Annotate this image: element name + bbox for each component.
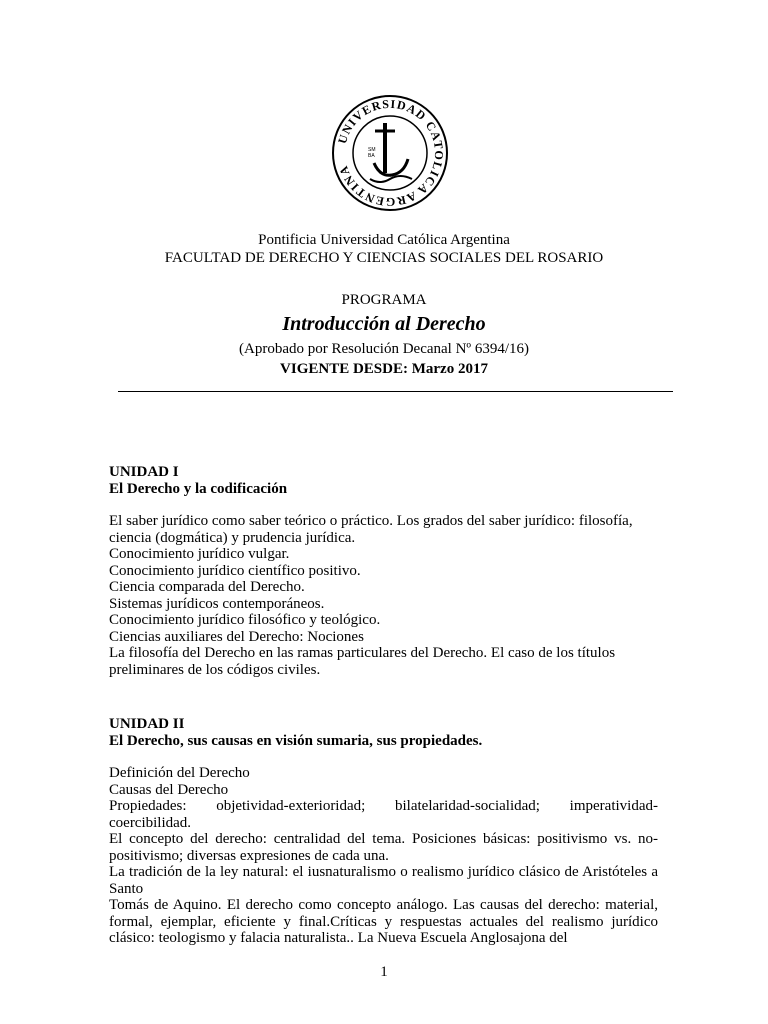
unit-2-properties	[109, 798, 658, 815]
properties-term: bilatelaridad-socialidad;	[395, 798, 540, 814]
properties-term: Propiedades:	[109, 798, 187, 814]
unit-1-line: Conocimiento jurídico científico positivo.	[109, 562, 361, 579]
page-number: 1	[380, 964, 388, 980]
unit-1-line: Conocimiento jurídico vulgar.	[109, 546, 290, 562]
properties-term: imperatividad-	[569, 798, 658, 814]
approval-note: (Aprobado por Resolución Decanal Nº 6394/16)	[239, 341, 529, 357]
unit-1-line: ciencia (dogmática) y prudencia jurídica.	[109, 529, 356, 546]
effective-date: VIGENTE DESDE: Marzo 2017	[280, 361, 488, 377]
unit-2-section	[109, 716, 658, 947]
unit-1-line: Conocimiento jurídico filosófico y teológico.	[109, 612, 381, 628]
course-title: Introducción al Derecho	[282, 313, 486, 335]
unit-2-line: Definición del Derecho	[109, 765, 250, 781]
unit-1-line: preliminares de los códigos civiles.	[109, 661, 321, 678]
unit-1-line: Sistemas jurídicos contemporáneos.	[109, 595, 325, 612]
institution-name: Pontificia Universidad Católica Argentina	[258, 232, 510, 248]
university-seal-logo	[330, 93, 450, 213]
unit-1-line: Ciencias auxiliares del Derecho: Nociones	[109, 628, 364, 645]
unit-2-paragraph-2: Tomás de Aquino. El derecho como concepto análogo. Las causas del derecho: material, formal, ejemplar, eficiente y final.Críticas y respuestas actuales del realismo jurídico clásico: teologismo y falacia naturalista.. La Nueva Escuela Anglosajona del	[109, 897, 658, 946]
unit-1-line: Ciencia comparada del Derecho.	[109, 579, 305, 595]
faculty-name: FACULTAD DE DERECHO Y CIENCIAS SOCIALES DEL ROSARIO	[164, 250, 604, 266]
properties-term: objetividad-exterioridad;	[216, 798, 366, 814]
unit-1-line: La filosofía del Derecho en las ramas particulares del Derecho. El caso de los títulos	[109, 645, 616, 661]
unit-2-paragraph: coercibilidad. El concepto del derecho: centralidad del tema. Posiciones básicas: positivismo vs. no-positivismo; diversas expresiones de cada una. La tradición de la ley natural: el iusnaturalismo o realismo jurídico clásico de Aristóteles a Santo	[109, 814, 658, 897]
unit-2-line: Causas del Derecho	[109, 781, 229, 798]
unit-1-label: UNIDAD I	[109, 464, 179, 480]
svg-text:SM: SM	[368, 147, 376, 153]
unit-1-section	[109, 464, 658, 678]
unit-2-label: UNIDAD II	[109, 716, 185, 732]
svg-text:UNIVERSIDAD CATOLICA ARGENTINA: UNIVERSIDAD CATOLICA ARGENTINA	[335, 96, 447, 210]
unit-1-line: El saber jurídico como saber teórico o práctico. Los grados del saber jurídico: filosofía,	[109, 513, 633, 529]
svg-text:BA: BA	[368, 153, 375, 159]
program-label: PROGRAMA	[341, 292, 427, 308]
unit-1-title: El Derecho y la codificación	[109, 480, 288, 497]
header-divider	[118, 391, 673, 392]
unit-2-title: El Derecho, sus causas en visión sumaria, sus propiedades.	[109, 732, 483, 749]
